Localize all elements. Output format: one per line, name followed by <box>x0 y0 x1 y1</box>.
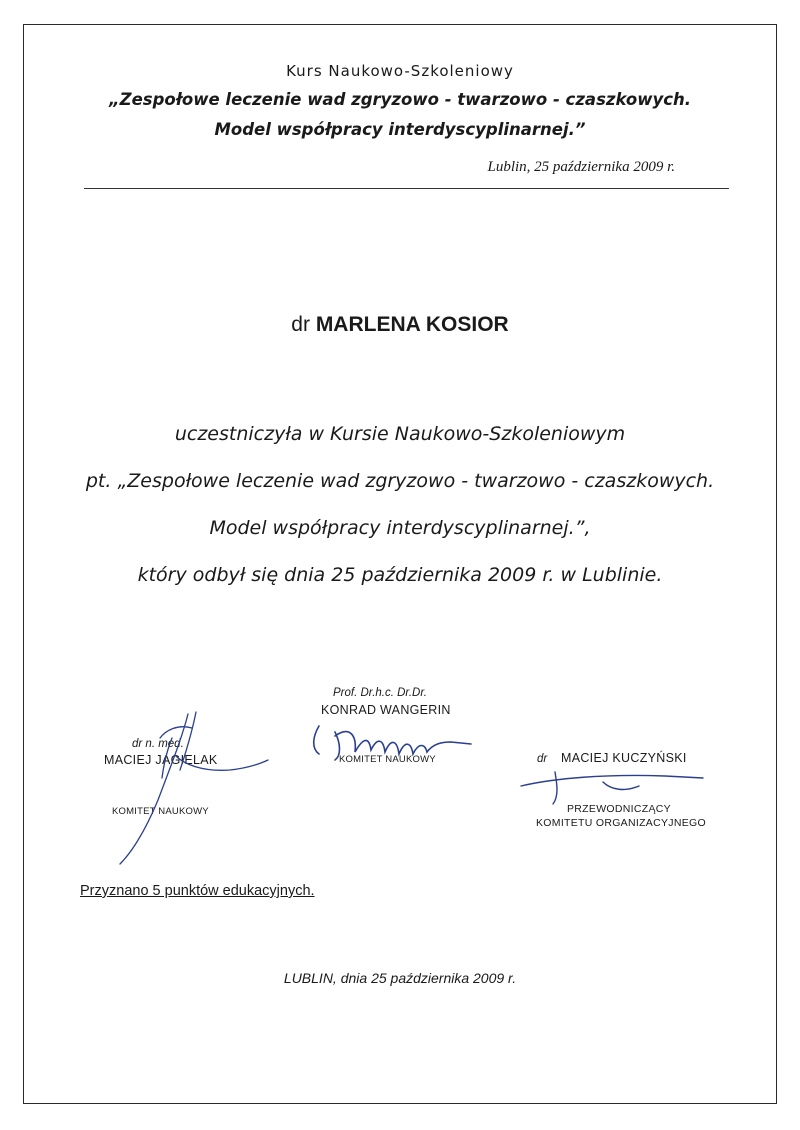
header-divider <box>84 188 729 189</box>
right-signatory-role-line1: PRZEWODNICZĄCY <box>567 803 671 815</box>
body-line-4: który odbył się dnia 25 października 2009 r. w Lublinie. <box>137 564 663 586</box>
right-signature <box>515 760 715 810</box>
body-line-1: uczestniczyła w Kursie Naukowo-Szkoleniowym <box>174 423 626 445</box>
middle-signatory-name: KONRAD WANGERIN <box>321 703 451 717</box>
recipient-title: dr <box>291 313 310 336</box>
left-signature <box>100 708 275 873</box>
middle-signatory-role: KOMITET NAUKOWY <box>339 754 436 765</box>
education-points-note: Przyznano 5 punktów edukacyjnych. <box>80 883 315 899</box>
body-line-2: pt. „Zespołowe leczenie wad zgryzowo - twarzowo - czaszkowych. <box>85 470 715 492</box>
middle-signature <box>305 712 480 767</box>
header-place-date: Lublin, 25 października 2009 r. <box>487 159 675 175</box>
body-line-3: Model współpracy interdyscyplinarnej.”, <box>209 517 591 539</box>
left-signatory-name: MACIEJ JAGIELAK <box>104 753 218 767</box>
recipient-full-name: MARLENA KOSIOR <box>315 313 509 336</box>
footer-place-date: LUBLIN, dnia 25 października 2009 r. <box>283 970 517 986</box>
course-type: Kurs Naukowo-Szkoleniowy <box>286 62 514 80</box>
left-signatory-degree: dr n. med. <box>132 738 184 750</box>
middle-signatory-degree: Prof. Dr.h.c. Dr.Dr. <box>333 687 427 699</box>
right-signatory-degree: dr <box>537 753 548 765</box>
left-signatory-role: KOMITET NAUKOWY <box>112 806 209 817</box>
right-signatory-name: MACIEJ KUCZYŃSKI <box>561 751 687 765</box>
right-signatory-role-line2: KOMITETU ORGANIZACYJNEGO <box>536 817 706 829</box>
course-title-line1: „Zespołowe leczenie wad zgryzowo - twarzowo - czaszkowych. <box>108 90 692 109</box>
recipient-name <box>0 313 800 337</box>
course-title-line2: Model współpracy interdyscyplinarnej.” <box>214 120 586 139</box>
